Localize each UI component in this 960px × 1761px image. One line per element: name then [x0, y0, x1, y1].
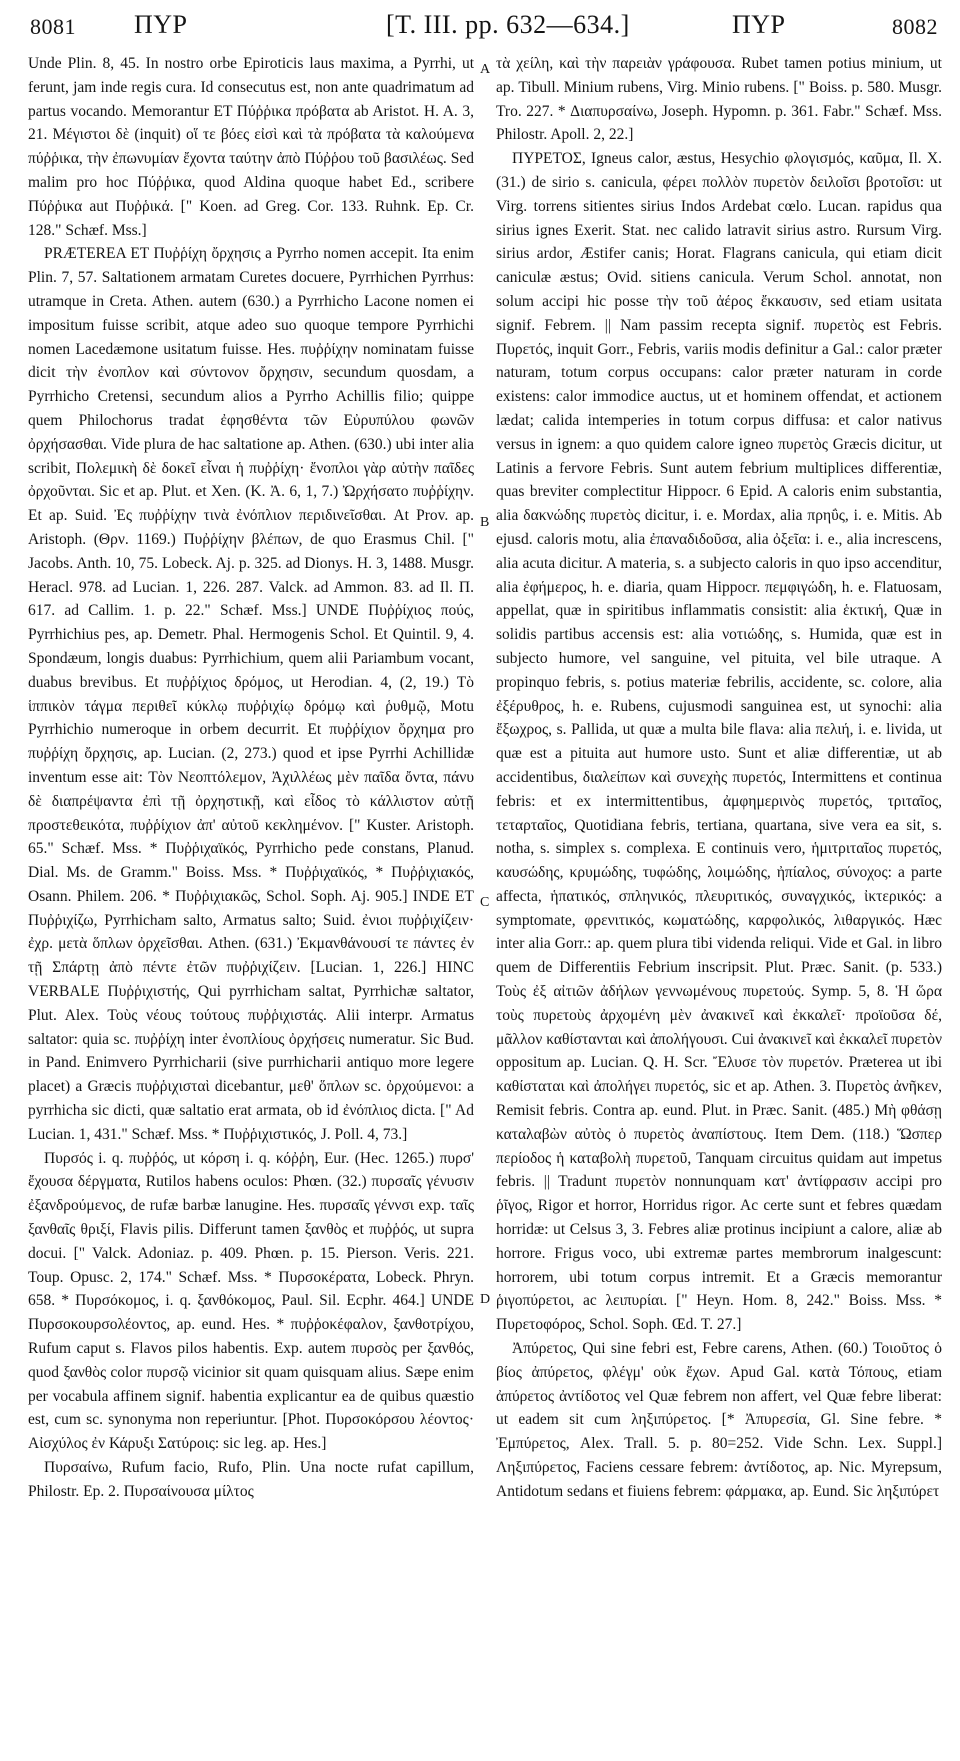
margin-marker-d: D [480, 1292, 491, 1307]
entry-paragraph: Unde Plin. 8, 45. In nostro orbe Epiroticis laus maxima, a Pyrrhi, ut ferunt, jam inde regis cura. Id consecutus est, non ante quadrimatum ad partus vocando. Memorantur ET Πύῤῥικα πρόβατα ab Aristot. H. A. 3, 21. Μέγιστοι δὲ (inquit) οἵ τε βόες εἰσὶ καὶ τὰ πρόβατα τὰ καλούμενα πύῤῥικα, τὴν ἐπωνυμίαν ἔχοντα ταύτην ἀπὸ Πύῤῥου τοῦ βασιλέως. Sed malim pro hoc Πύῤῥικα, quod Aldina quoque habet Ed., scribere Πύῤῥικα aut Πυῤῥικά. [" Koen. ad Greg. Cor. 133. Ruhnk. Ep. Cr. 128." Schæf. Mss.] [28, 55, 474, 239]
left-column [28, 52, 474, 1739]
margin-marker-c: C [480, 895, 490, 910]
entry-paragraph: Ἀπύρετος, Qui sine febri est, Febre carens, Athen. (60.) Τοιοῦτος ὁ βίος ἀπύρετος, φλέγμ' οὐκ ἔχων. Apud Gal. κατὰ Τόπους, etiam ἀπύρετος ἀντίδοτος vel Quæ febrem non affert, vel Quæ febre liberat: ut eadem sit cum ληξιπύρετος. [* Ἀπυρεσία, Gl. Sine febre. * Ἐμπύρετος, Alex. Trall. 5. p. 80=252. Vide Schn. Lex. Suppl.] Ληξιπύρετος, Faciens cessare febrem: ἀντίδοτος, ap. Nic. Myrepsum, Antidotum sedans et fiuiens febrem: φάρμακα, ap. Eund. Sic ληξιπύρετ [496, 1340, 942, 1500]
margin-marker-b: B [480, 515, 490, 530]
page-number-left: 8081 [30, 14, 76, 39]
entry-paragraph: Πυρσαίνω, Rufum facio, Rufo, Plin. Una nocte rufat capillum, Philostr. Ep. 2. Πυρσαίνουσα μίλτος [28, 1459, 474, 1500]
volume-page-reference: [T. III. pp. 632—634.] [386, 10, 630, 39]
entry-paragraph: τὰ χείλη, καὶ τὴν παρειὰν γράφουσα. Rubet tamen potius minium, ut ap. Tibull. Minium rubens, Virg. Minio rubens. [" Boiss. p. 580. Musgr. Tro. 227. * Διαπυρσαίνω, Joseph. Hypomn. p. 361. Fabr." Schæf. Mss. Philostr. Apoll. 2, 22.] [496, 55, 942, 144]
running-header [16, 8, 944, 48]
page-number-right: 8082 [892, 14, 938, 39]
margin-marker-a: A [480, 62, 491, 77]
entry-paragraph: PRÆTEREA ET Πυῤῥίχη ὄρχησις a Pyrrho nomen accepit. Ita enim Plin. 7, 57. Saltationem armatam Curetes docuere, Pyrrhichen Pyrrhus: utramque in Creta. Athen. autem (630.) a Pyrrhicho Lacone nomen ei impositum fuisse scribit, atque adeo suo quoque tempore Pyrrhichi nomen Lacedæmone usitatum fuisse. Hes. πυῤῥίχην nominatam fuisse dicit τὴν ἐνοπλον καὶ σύντονον ὄρχησιν, secundum quosdam, a Pyrrhicho Cretensi, secundum alios a Pyrrho Achillis filio; quippe quem Philochorus tradat ἐφησθέντα τῶν Εὐρυπύλου φωνῶν ὀρχήσασθαι. Vide plura de hac saltatione ap. Athen. (630.) ubi inter alia scribit, Πολεμικὴ δὲ δοκεῖ εἶναι ἡ πυῤῥίχη· ἔνοπλοι γὰρ αὐτὴν παῖδες ὀρχοῦνται. Sic et ap. Plut. et Xen. (K. Ἀ. 6, 1, 7.) Ὠρχήσατο πυῤῥίχην. Et ap. Suid. Ἐς πυῤῥίχην τινὰ ἐνόπλιον περιδινεῖσθαι. At Prov. ap. Aristoph. (Θρν. 1169.) Πυῤῥίχην βλέπων, de quo Erasmus Chil. [" Jacobs. Anth. 10, 75. Lobeck. Aj. p. 325. ad Dionys. H. 3, 1488. Musgr. Heracl. 978. ad Lucian. 1, 226. 287. Valck. ad Ammon. 83. ad Il. Π. 617. ad Callim. 1. p. 22." Schæf. Mss.] UNDE Πυῤῥίχιος πούς, Pyrrhichius pes, ap. Demetr. Phal. Hermogenis Schol. Et Quintil. 9, 4. Spondæum, longis duabus: Pyrrhichium, quem alii Pariambum vocant, duabus brevibus. Et πυῤῥίχιος δρόμος, ut Herodian. 4, (2, 19.) Τὸ ἱππικὸν τάγμα περιθεῖ κύκλῳ πυῤῥιχίῳ δρόμῳ καὶ ῥυθμῷ, Motu Pyrrhichio numeroque in orbem decurrit. Et πυῤῥίχιον ὄρχημα pro πυῤῥίχη ὄρχησις, ap. Lucian. (2, 273.) quod et ipse Pyrrhi Achillidæ inventum esse ait: Τὸν Νεοπτόλεμον, Ἀχιλλέως μὲν παῖδα ὄντα, πάνυ δὲ διαπρέψαντα ἐπὶ τῇ ὀρχηστικῇ, καὶ εἶδος τὸ κάλλιστον αὐτῇ προστεθεικότα, πυῤῥίχιον ἀπ' αὐτοῦ κεκλημένον. [" Kuster. Aristoph. 65." Schæf. Mss. * Πυῤῥιχαϊκός, Pyrrhicho pede constans, Planud. Dial. Ms. de Gramm." Boiss. Mss. * Πυῤῥιχαϊκός, * Πυῤῥιχιακός, Osann. Philem. 206. * Πυῤῥιχιακῶς, Schol. Soph. Aj. 905.] INDE ET Πυῤῥιχίζω, Pyrrhicham salto, Armatus salto; Suid. ἐνιοι πυῤῥιχίζειν· ἐχρ. μετὰ ὅπλων ὀρχεῖσθαι. Athen. (631.) Ἐκμανθάνουσί τε πάντες ἐν τῇ Σπάρτῃ ἀπὸ πέντε ἐτῶν πυῤῥιχίζειν. [Lucian. 1, 226.] HINC VERBALE Πυῤῥιχιστής, Qui pyrrhicham saltat, Pyrrhichæ saltator, Plut. Alex. Τοὺς νέους τούτους πυῤῥιχιστάς. Alii interpr. Armatus saltator: quia sc. πυῤῥίχη inter ἐνοπλίους ὀρχήσεις numeratur. Sic Bud. in Pand. Enimvero Pyrrhicharii (sive purrhicharii antiquo more legere placet) a Græcis πυῤῥιχισταὶ dicebantur, μεθ' ὅπλων sc. ὀρχούμενοι: a pyrrhicha sic dicti, quæ saltatio erat armata, ob id ἐνόπλιος dicta. [" Ad Lucian. 1, 431." Schæf. Mss. * Πυῤῥιχιστικός, J. Poll. 4, 73.] [28, 245, 474, 1143]
entry-paragraph: ΠΥΡΕΤΟΣ, Igneus calor, æstus, Hesychio φλογισμός, καῦμα, Il. X. (31.) de sirio s. canicula, φέρει πολλὸν πυρετὸν δειλοῖσι βροτοῖσι: ut Virg. torrens sitientes sirius Indos Ardebat cœlo. Lucan. rapidus qua sirius ignes Exerit. Stat. nec calido latravit sirius astro. Rursum Virg. sirius ardor, Æstifer canis; Horat. Flagrans canicula, qui etiam dicit caniculæ æstus; Ovid. sitiens canicula. Verum Schol. annotat, non solum accipi hic posse τὴν τοῦ ἀέρος ἔκκαυσιν, sed etiam usitata signif. Febrem. || Nam passim recepta signif. πυρετὸς est Febris. Πυρετός, inquit Gorr., Febris, variis modis definitur a Gal.: calor præter naturam, totum corpus occupans: calor præter naturam in corde existens: calor immodice auctus, ut et hominem offendat, et actionem lædat; calida intemperies in totum corpus diffusa: et calor nativus versus in ignem: a quo quidem calore igneo πυρετὸς Græcis dicitur, ut Latinis a fervore Febris. Sunt autem febrium multiplices differentiæ, quas breviter complectitur Hippocr. 6 Epid. A caloris enim substantia, alia δακνώδης πυρετὸς dicitur, i. e. Mordax, alia πρηΰς, i. e. Mitis. Ab ejusd. caloris motu, alia ἐπαναδιδοῦσα, alia ὀξεῖα: i. e., alia increscens, alia acuta dicitur. A materia, s. a subjecto caloris in quo ipso accenditur, alia ἐφήμερος, h. e. diaria, quam Hippocr. πεμφιγώδη, h. e. Flatuosam, appellat, quæ in spiritibus inflammatis consistit: alia ἑκτική, Quæ in solidis partibus accensis est: alia νοτιώδης, s. Humida, quæ est in subjecto humore, vel sanguine, vel pituita, vel bile utraque. A propinquo febris, s. potius materiæ febrilis, accidente, sc. colore, alia ἐξέρυθρος, h. e. Rubens, cujusmodi sanguinea est, ut synochi: alia ἔξωχρος, s. Pallida, ut quæ a multa bile flava: alia πελιή, i. e. livida, ut quæ est a pituita aut humore usto. Sunt et aliæ differentiæ, ut ab accidentibus, διαλείπων καὶ συνεχὴς πυρετός, Intermittens et continua febris: et ex intermittentibus, ἀμφημερινὸς πυρετός, τριταῖος, τεταρταῖος, Quotidiana febris, tertiana, quartana, sive vera ea sit, s. notha, s. simplex s. complexa. E continuis vero, ἡμιτριταῖος πυρετός, καυσώδης, κρυμώδης, τυφώδης, λοιμώδης, ἠπίαλος, σύνοχος: a parte affecta, ἡπατικός, σπληνικός, πλευριτικός, συναγχικός, ἰκτερικός: a symptomate, φρενιτικός, κωματώδης, καρφολικός, λιθαργικός. Hæc inter alia Gorr.: ap. quem plura tibi videnda reliqui. Vide et Gal. in libro quem de Differentiis Febrium inscripsit. Plut. Præc. Sanit. (p. 533.) Τοὺς ἐξ αἰτιῶν ἀδήλων γεννωμένους πυρετούς. Symp. 5, 8. Ἡ ὥρα τοὺς πυρετοὺς ἀρχομένη μὲν ἀνακινεῖ καὶ ἐκκαλεῖ· προϊοῦσα δέ, μᾶλλον καθίστανται καὶ ἀπολήγουσι. Cui ἀνακινεῖ καὶ ἐκκαλεῖ πυρετὸν oppositum ap. Lucian. Q. H. Scr. Ἔλυσε τὸν πυρετόν. Præterea ut ibi καθίσταται καὶ ἀπολήγει πυρετός, sic et ap. Athen. 3. Πυρετὸς ἀνῆκεν, Remisit febris. Contra ap. eund. Plut. in Præc. Sanit. (485.) Μὴ φθάσῃ καταλαβὼν αὐτὸς ὁ πυρετὸς ἀναπίστους. Item Dem. (118.) Ὥσπερ περίοδος ἡ καταβολὴ πυρετοῦ, Tanquam circuitus quidam aut impetus febris. || Tradunt πυρετὸν nonnunquam κατ' ἀντίφρασιν accipi pro ῥῖγος, Rigor et horror, Horridus rigor. Ac certe sunt et febres quædam horridæ: ut Celsus 3, 3. Febres aliæ protinus incipiunt a calore, aliæ ab horrore. Frigus voco, ubi extremæ partes membrorum inalgescunt: horrorem, ubi totum corpus intremit. Et a Græcis memorantur ῥιγοπύρετοι, ac λειπυρίαι. [" Heyn. Hom. 8, 242." Boiss. Mss. * Πυρετοφόρος, Schol. Soph. Œd. T. 27.] [496, 150, 942, 1334]
headword-left: ΠΥΡ [134, 10, 188, 39]
entry-paragraph: Πυρσός i. q. πυῤῥός, ut κόρση i. q. κόῤῥη, Eur. (Hec. 1265.) πυρσ' ἔχουσα δέργματα, Rutilos habens oculos: Phœn. (32.) πυρσαῖς γένυσιν ἐξανδρούμενος, de rufæ barbæ lanugine. Hes. πυρσαῖς γέννσι exp. ταῖς ξανθαῖς θριξί, Flavis pilis. Differunt tamen ξανθὸς et πυῤῥός, ut supra docui. [" Valck. Adoniaz. p. 409. Phœn. p. 15. Pierson. Veris. 221. Toup. Opusc. 2, 174." Schæf. Mss. * Πυρσοκέρατα, Lobeck. Phryn. 658. * Πυρσόκομος, i. q. ξανθόκομος, Paul. Sil. Ecphr. 464.] UNDE Πυρσοκουρσολέοντος, ap. eund. Hes. * πυῤῥοκέφαλον, ξανθοτρίχου, Rufum caput s. Flavos pilos habentis. Exp. autem πυρσὸς per ξανθός, quod ξανθὸς color πυρσῷ vicinior sit quam quisquam alius. Sæpe enim per vocabula affinem signif. habentia explicantur ea de quibus quæstio est, cum sc. synonyma non reperiuntur. [Phot. Πυρσοκόρσου λέοντος· Αἰσχύλος ἐν Κάρυξι Σατύροις: sic leg. ap. Hes.] [28, 1149, 474, 1453]
headword-right: ΠΥΡ [732, 10, 786, 39]
right-column [496, 52, 942, 1739]
